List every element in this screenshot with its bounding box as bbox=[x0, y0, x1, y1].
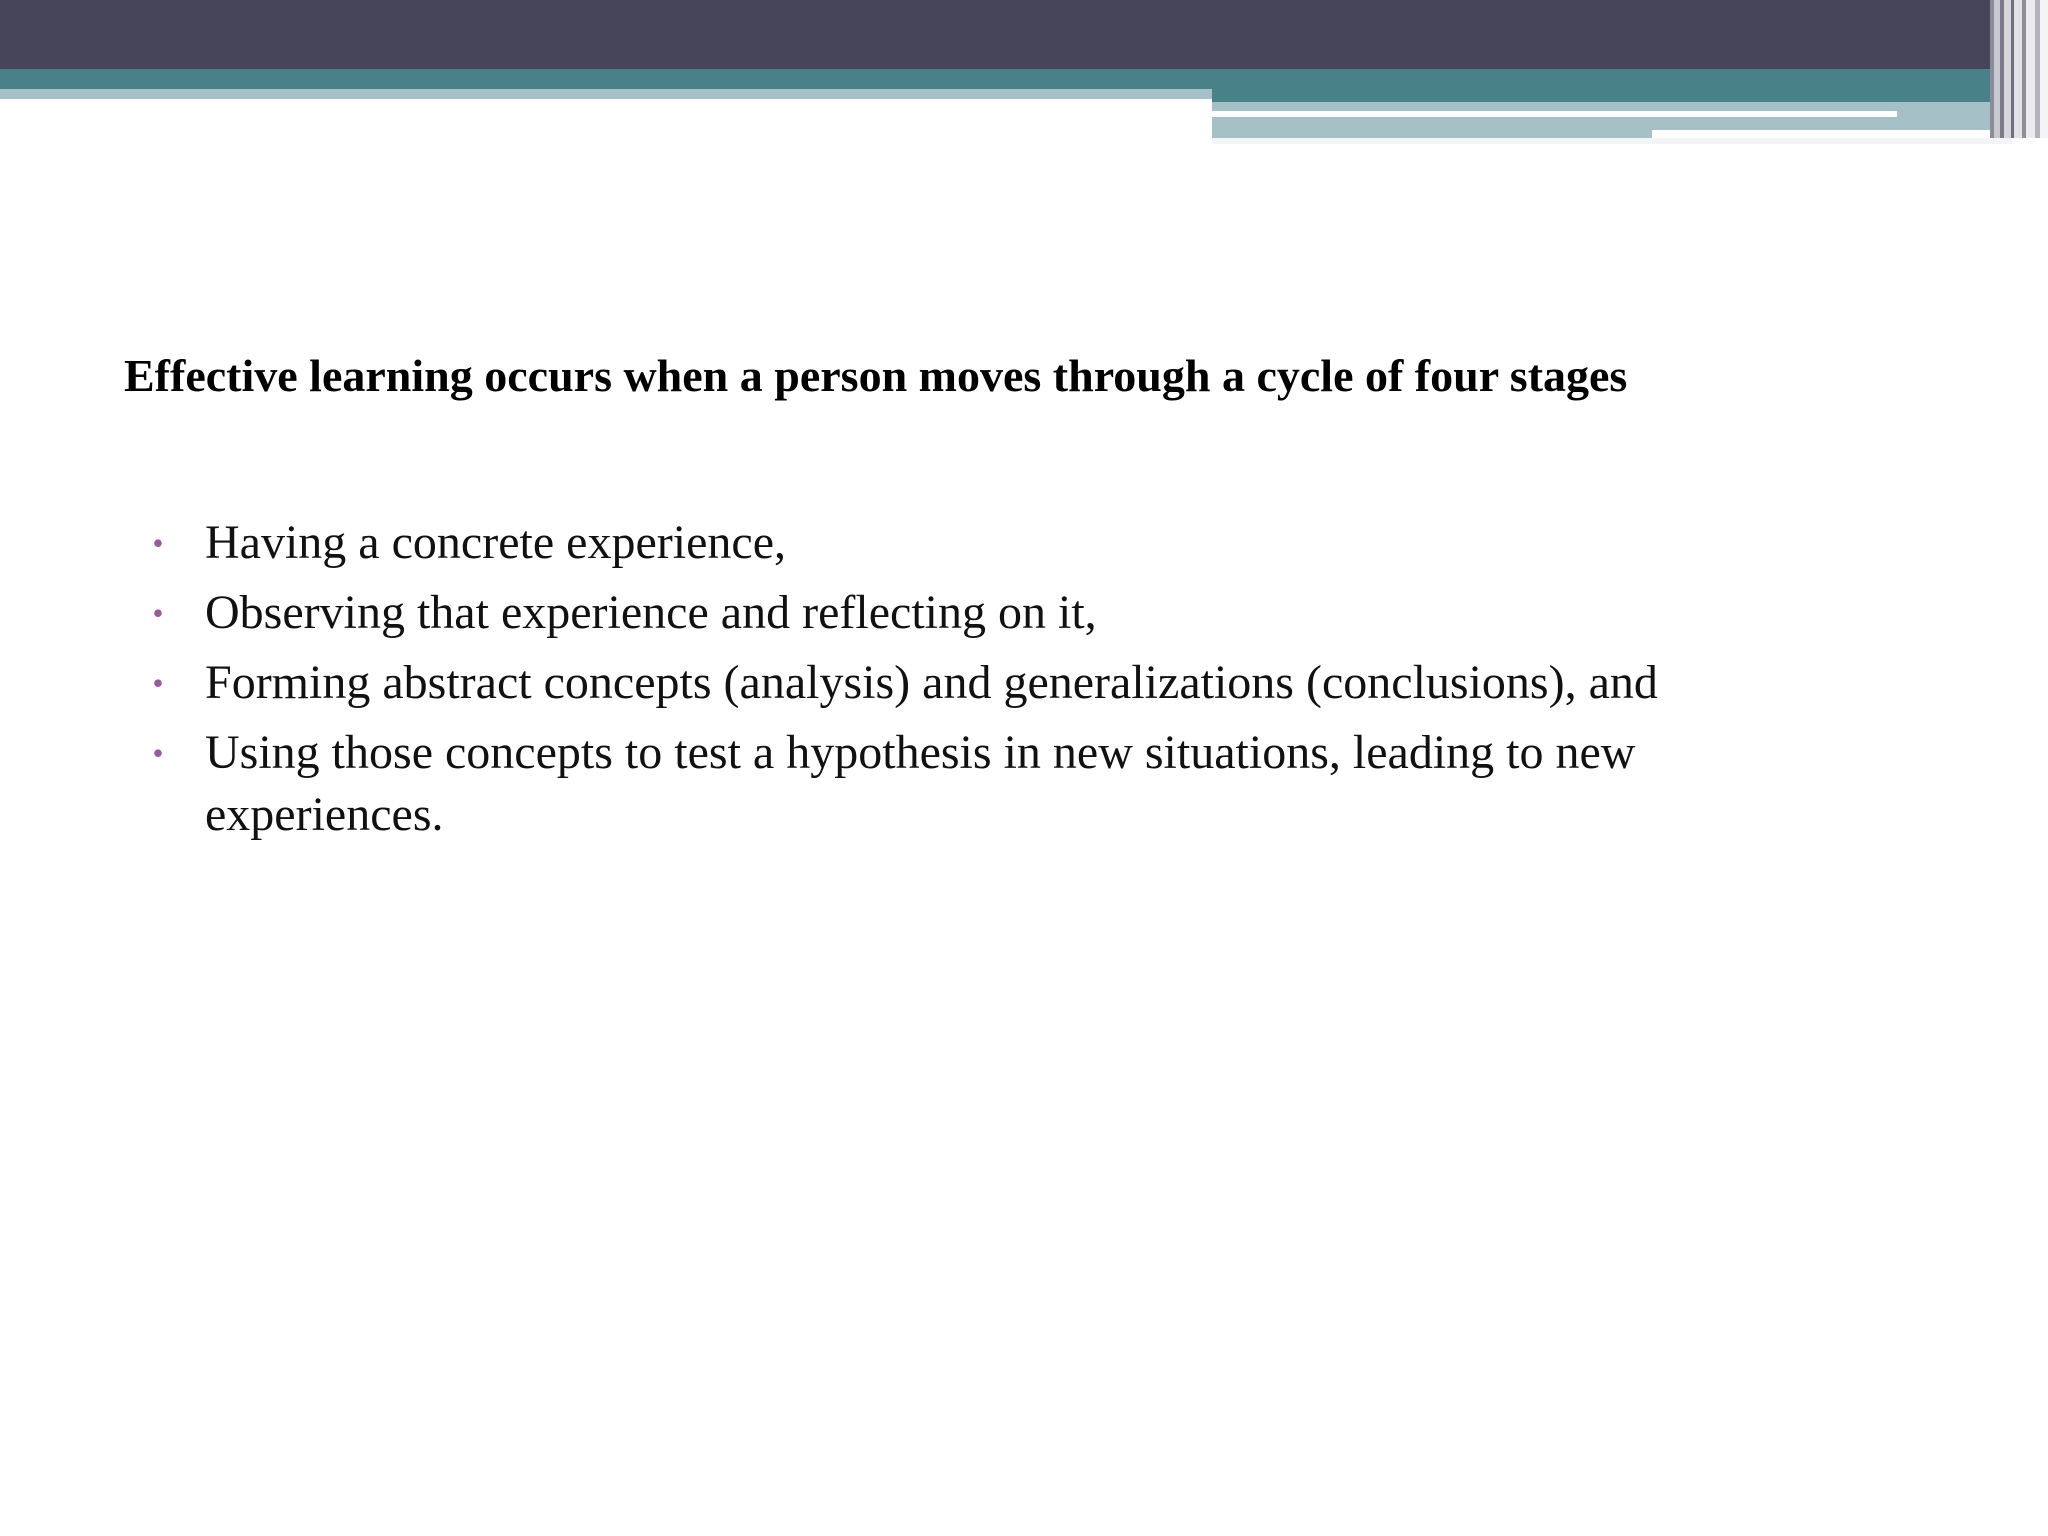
list-item bbox=[146, 722, 1846, 846]
list-item bbox=[146, 512, 1846, 574]
header-stripes bbox=[1990, 0, 2048, 138]
bullet-list bbox=[146, 512, 1846, 854]
header-fade bbox=[1212, 138, 2012, 144]
slide-heading: Effective learning occurs when a person moves through a cycle of four stages bbox=[124, 350, 1628, 401]
header-band-teal-left bbox=[0, 69, 1212, 89]
bullet-dot-icon: • bbox=[152, 595, 164, 631]
bullet-dot-icon: • bbox=[152, 735, 164, 771]
bullet-text: Having a concrete experience, bbox=[205, 516, 786, 569]
header-band-dark bbox=[0, 0, 2048, 69]
bullet-text: Using those concepts to test a hypothesis in new situations, leading to new experiences. bbox=[205, 726, 1636, 841]
header-white-line bbox=[1212, 111, 1897, 117]
list-item bbox=[146, 582, 1846, 644]
header-band-teal-right bbox=[1212, 69, 2048, 102]
bullet-dot-icon: • bbox=[152, 525, 164, 561]
bullet-text: Forming abstract concepts (analysis) and generalizations (conclusions), and bbox=[205, 656, 1658, 709]
header-band-light-left bbox=[0, 89, 1212, 99]
bullet-text: Observing that experience and reflecting on it, bbox=[205, 586, 1097, 639]
bullet-dot-icon: • bbox=[152, 665, 164, 701]
list-item bbox=[146, 652, 1846, 714]
